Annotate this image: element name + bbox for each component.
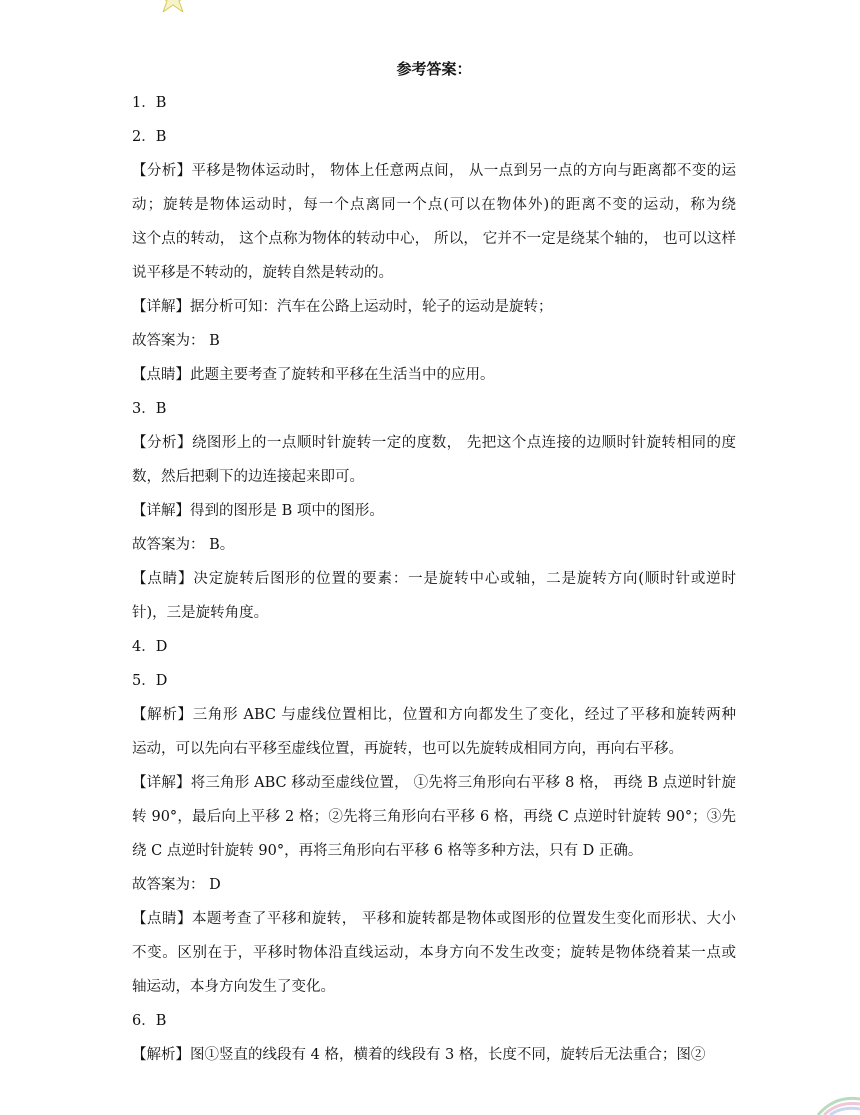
answer-item: 4．D: [132, 639, 168, 655]
answer-item: 5．D: [132, 673, 168, 689]
answer-item: 3．B: [132, 401, 167, 417]
answer-item: 1．B: [132, 95, 167, 111]
paragraph-line: 【分析】绕图形上的一点顺时针旋转一定的度数， 先把这个点连接的边顺时针旋转相同的度: [132, 435, 736, 451]
paragraph-line: 【点睛】决定旋转后图形的位置的要素：一是旋转中心或轴，二是旋转方向(顺时针或逆时: [132, 571, 736, 587]
answer-line: 故答案为： D: [132, 877, 221, 893]
paragraph-line: 说平移是不转动的，旋转自然是转动的。: [132, 265, 393, 281]
answer-content: [132, 86, 736, 1072]
paragraph-line: 【解析】三角形 ABC 与虚线位置相比，位置和方向都发生了变化，经过了平移和旋转两种: [132, 707, 736, 723]
answer-line: 故答案为： B: [132, 333, 220, 349]
page-title: 参考答案：: [396, 60, 472, 78]
paragraph-line: 数，然后把剩下的边连接起来即可。: [132, 469, 364, 485]
explanation-paragraph: [132, 1038, 736, 1072]
paragraph-line: 【点睛】本题考查了平移和旋转， 平移和旋转都是物体或图形的位置发生变化而形状、大小: [132, 911, 736, 927]
explanation-paragraph: [132, 902, 736, 1004]
explanation-paragraph: [132, 426, 736, 494]
answer-line: 【详解】据分析可知：汽车在公路上运动时，轮子的运动是旋转；: [132, 299, 553, 315]
paragraph-line: 轴运动，本身方向发生了变化。: [132, 979, 335, 995]
answer-item: 2．B: [132, 129, 167, 145]
rainbow-decoration-icon: [810, 1087, 860, 1115]
explanation-paragraph: [132, 698, 736, 766]
answer-page: [132, 52, 736, 1072]
paragraph-line: 绕 C 点逆时针旋转 90°，再将三角形向右平移 6 格等多种方法，只有 D 正确。: [132, 843, 643, 859]
paragraph-line: 这个点的转动， 这个点称为物体的转动中心， 所以， 它并不一定是绕某个轴的， 也可以这样: [132, 231, 736, 247]
star-decoration-icon: [156, 0, 190, 12]
explanation-paragraph: [132, 154, 736, 290]
explanation-paragraph: [132, 766, 736, 868]
answer-line: 【详解】得到的图形是 B 项中的图形。: [132, 503, 384, 519]
paragraph-line: 【解析】图①竖直的线段有 4 格，横着的线段有 3 格，长度不同，旋转后无法重合；图②: [132, 1047, 706, 1063]
explanation-paragraph: [132, 562, 736, 630]
paragraph-line: 动；旋转是物体运动时，每一个点离同一个点(可以在物体外)的距离不变的运动，称为绕: [132, 197, 736, 213]
paragraph-line: 【分析】平移是物体运动时， 物体上任意两点间， 从一点到另一点的方向与距离都不变的运: [132, 163, 736, 179]
answer-line: 故答案为： B。: [132, 537, 235, 553]
paragraph-line: 不变。区别在于，平移时物体沿直线运动，本身方向不发生改变；旋转是物体绕着某一点或: [132, 945, 736, 961]
answer-line: 【点睛】此题主要考查了旋转和平移在生活当中的应用。: [132, 367, 495, 383]
paragraph-line: 针)，三是旋转角度。: [132, 605, 269, 621]
paragraph-line: 转 90°，最后向上平移 2 格；②先将三角形向右平移 6 格，再绕 C 点逆时针旋转 90°；③先: [132, 809, 736, 825]
paragraph-line: 运动，可以先向右平移至虚线位置，再旋转，也可以先旋转成相同方向，再向右平移。: [132, 741, 683, 757]
paragraph-line: 【详解】将三角形 ABC 移动至虚线位置， ①先将三角形向右平移 8 格， 再绕 B 点逆时针旋: [132, 775, 736, 791]
answer-item: 6．B: [132, 1013, 167, 1029]
